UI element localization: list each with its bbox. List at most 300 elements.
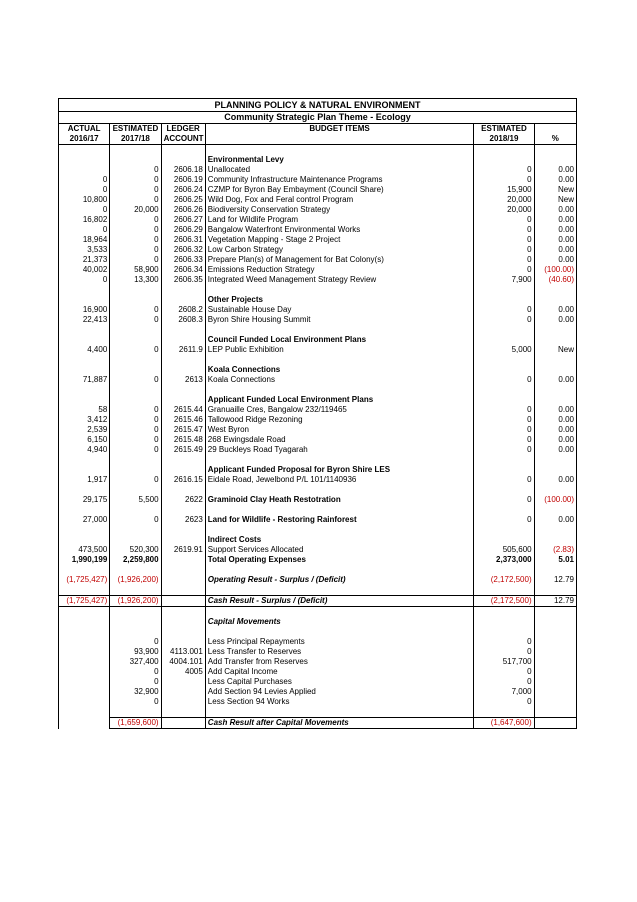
cell-c5: 0 xyxy=(474,415,534,425)
cell-c3: 2606.19 xyxy=(161,175,205,185)
cell-c2 xyxy=(110,465,161,475)
section-row xyxy=(59,535,577,545)
table-row xyxy=(59,647,577,657)
cell-c5: 0 xyxy=(474,445,534,455)
spacer-row xyxy=(59,525,577,535)
cell-c1 xyxy=(59,617,110,627)
table-row xyxy=(59,575,577,585)
cell-c3: 2616.15 xyxy=(161,475,205,485)
cell-c6: 0.00 xyxy=(534,435,576,445)
cell-c6 xyxy=(534,145,576,156)
table-row xyxy=(59,315,577,325)
cell-c2: 93,900 xyxy=(110,647,161,657)
cell-c1 xyxy=(59,687,110,697)
cell-c4: Unallocated xyxy=(205,165,474,175)
cell-c3: 2606.18 xyxy=(161,165,205,175)
cell-c4 xyxy=(205,525,474,535)
cell-c2: 327,400 xyxy=(110,657,161,667)
cell-c2 xyxy=(110,585,161,596)
cell-c1 xyxy=(59,285,110,295)
cell-c6: New xyxy=(534,195,576,205)
cell-c3: 2606.29 xyxy=(161,225,205,235)
cell-c3: 2608.3 xyxy=(161,315,205,325)
table-row xyxy=(59,195,577,205)
cell-c5 xyxy=(474,607,534,618)
cell-c5: 0 xyxy=(474,475,534,485)
cell-c6: 0.00 xyxy=(534,215,576,225)
cell-c6: 0.00 xyxy=(534,515,576,525)
cell-c2: 0 xyxy=(110,195,161,205)
cell-c4: Integrated Weed Management Strategy Review xyxy=(205,275,474,285)
cell-c1: 0 xyxy=(59,205,110,215)
cell-c4: Applicant Funded Proposal for Byron Shire LES xyxy=(205,465,474,475)
section-row xyxy=(59,295,577,305)
cell-c1: 0 xyxy=(59,185,110,195)
cell-c4: Tallowood Ridge Rezoning xyxy=(205,415,474,425)
table-row xyxy=(59,235,577,245)
cell-c4: Less Section 94 Works xyxy=(205,697,474,707)
cell-c4 xyxy=(205,485,474,495)
cell-c1 xyxy=(59,165,110,175)
cell-c1 xyxy=(59,565,110,575)
cell-c2 xyxy=(110,535,161,545)
cell-c2: 13,300 xyxy=(110,275,161,285)
section-row xyxy=(59,495,577,505)
cell-c6 xyxy=(534,505,576,515)
cell-c6 xyxy=(534,325,576,335)
cell-c3 xyxy=(161,355,205,365)
cell-c4: Other Projects xyxy=(205,295,474,305)
cell-c5: 0 xyxy=(474,667,534,677)
cell-c5: 0 xyxy=(474,515,534,525)
cell-c5 xyxy=(474,145,534,156)
col-header-actual: ACTUAL xyxy=(59,124,110,135)
cell-c3 xyxy=(161,596,205,607)
cell-c3: 2615.44 xyxy=(161,405,205,415)
cell-c1: 27,000 xyxy=(59,515,110,525)
cell-c2: 0 xyxy=(110,185,161,195)
cell-c3: 4004.101 xyxy=(161,657,205,667)
cell-c5 xyxy=(474,285,534,295)
cell-c6 xyxy=(534,647,576,657)
table-row xyxy=(59,345,577,355)
cell-c5 xyxy=(474,485,534,495)
cell-c1 xyxy=(59,637,110,647)
cell-c4: Wild Dog, Fox and Feral control Program xyxy=(205,195,474,205)
cell-c3: 2606.35 xyxy=(161,275,205,285)
cell-c3 xyxy=(161,718,205,729)
cell-c6 xyxy=(534,617,576,627)
cell-c5: 0 xyxy=(474,647,534,657)
cell-c1: 0 xyxy=(59,275,110,285)
cell-c5: 0 xyxy=(474,405,534,415)
col-header-estimated-1819: ESTIMATED xyxy=(474,124,534,135)
cell-c3: 2619.91 xyxy=(161,545,205,555)
cell-c5: 2,373,000 xyxy=(474,555,534,565)
cell-c4: Emissions Reduction Strategy xyxy=(205,265,474,275)
cell-c2 xyxy=(110,707,161,718)
table-row xyxy=(59,687,577,697)
cell-c4: Cash Result after Capital Movements xyxy=(205,718,474,729)
cell-c4: Biodiversity Conservation Strategy xyxy=(205,205,474,215)
cell-c2: 2,259,800 xyxy=(110,555,161,565)
cell-c4 xyxy=(205,607,474,618)
cell-c3 xyxy=(161,385,205,395)
cell-c1 xyxy=(59,657,110,667)
cell-c5: (2,172,500) xyxy=(474,596,534,607)
cell-c2: 20,000 xyxy=(110,205,161,215)
cell-c3 xyxy=(161,697,205,707)
cell-c3: 2623 xyxy=(161,515,205,525)
cell-c5: 0 xyxy=(474,245,534,255)
cell-c1: 2,539 xyxy=(59,425,110,435)
cell-c5 xyxy=(474,627,534,637)
cell-c4: Environmental Levy xyxy=(205,155,474,165)
cell-c2 xyxy=(110,295,161,305)
cell-c1 xyxy=(59,145,110,156)
spacer-row xyxy=(59,607,577,618)
cell-c4: Cash Result - Surplus / (Deficit) xyxy=(205,596,474,607)
cell-c3 xyxy=(161,295,205,305)
cell-c5: 0 xyxy=(474,697,534,707)
cell-c6: 12.79 xyxy=(534,596,576,607)
cell-c4: Total Operating Expenses xyxy=(205,555,474,565)
cell-c2: 0 xyxy=(110,235,161,245)
spacer-row xyxy=(59,505,577,515)
cell-c2 xyxy=(110,155,161,165)
cell-c4: Applicant Funded Local Environment Plans xyxy=(205,395,474,405)
cell-c3 xyxy=(161,707,205,718)
cell-c4: Vegetation Mapping - Stage 2 Project xyxy=(205,235,474,245)
cell-c5 xyxy=(474,585,534,596)
section-row xyxy=(59,515,577,525)
cell-c2 xyxy=(110,607,161,618)
cell-c6: 0.00 xyxy=(534,165,576,175)
cell-c2: (1,659,600) xyxy=(110,718,161,729)
col-header-estimated-1819-year: 2018/19 xyxy=(474,134,534,145)
cell-c3 xyxy=(161,155,205,165)
cell-c5 xyxy=(474,525,534,535)
cell-c6: (40.60) xyxy=(534,275,576,285)
cell-c1 xyxy=(59,355,110,365)
cell-c1: 4,400 xyxy=(59,345,110,355)
cell-c2 xyxy=(110,485,161,495)
cell-c5: 0 xyxy=(474,435,534,445)
cell-c4 xyxy=(205,145,474,156)
cell-c6 xyxy=(534,295,576,305)
cell-c6: 0.00 xyxy=(534,305,576,315)
cell-c6 xyxy=(534,697,576,707)
cell-c1 xyxy=(59,385,110,395)
cell-c3: 4113.001 xyxy=(161,647,205,657)
cell-c3: 2606.32 xyxy=(161,245,205,255)
cell-c5: 0 xyxy=(474,215,534,225)
table-row xyxy=(59,657,577,667)
col-header-budget-items: BUDGET ITEMS xyxy=(205,124,474,135)
col-header-estimated-1718: ESTIMATED xyxy=(110,124,161,135)
cell-c2: 0 xyxy=(110,697,161,707)
cell-c3 xyxy=(161,627,205,637)
cell-c4: 268 Ewingsdale Road xyxy=(205,435,474,445)
cell-c6: (100.00) xyxy=(534,495,576,505)
cell-c1 xyxy=(59,667,110,677)
cell-c1 xyxy=(59,325,110,335)
cell-c4: Less Principal Repayments xyxy=(205,637,474,647)
cell-c1: 22,413 xyxy=(59,315,110,325)
cell-c2: 520,300 xyxy=(110,545,161,555)
cell-c6 xyxy=(534,627,576,637)
cell-c4: Byron Shire Housing Summit xyxy=(205,315,474,325)
table-row xyxy=(59,555,577,565)
cell-c5: 0 xyxy=(474,637,534,647)
cell-c3: 2615.46 xyxy=(161,415,205,425)
cell-c2 xyxy=(110,525,161,535)
cell-c1 xyxy=(59,535,110,545)
cell-c2: 5,500 xyxy=(110,495,161,505)
cell-c6 xyxy=(534,395,576,405)
cell-c2 xyxy=(110,455,161,465)
cell-c2 xyxy=(110,335,161,345)
col-header-estimated-1718-year: 2017/18 xyxy=(110,134,161,145)
cell-c4: Bangalow Waterfront Environmental Works xyxy=(205,225,474,235)
cell-c2: 0 xyxy=(110,637,161,647)
cell-c1 xyxy=(59,155,110,165)
cell-c5 xyxy=(474,155,534,165)
cell-c6: 0.00 xyxy=(534,425,576,435)
cell-c5 xyxy=(474,455,534,465)
table-row xyxy=(59,637,577,647)
cell-c6: 0.00 xyxy=(534,245,576,255)
table-row xyxy=(59,596,577,607)
table-row xyxy=(59,718,577,729)
spacer-row xyxy=(59,455,577,465)
cell-c4: Less Capital Purchases xyxy=(205,677,474,687)
cell-c3: 4005 xyxy=(161,667,205,677)
cell-c1: 1,917 xyxy=(59,475,110,485)
cell-c2: 0 xyxy=(110,445,161,455)
cell-c3 xyxy=(161,585,205,596)
cell-c6 xyxy=(534,355,576,365)
cell-c4: Add Transfer from Reserves xyxy=(205,657,474,667)
cell-c3 xyxy=(161,485,205,495)
cell-c4: Sustainable House Day xyxy=(205,305,474,315)
cell-c2: 0 xyxy=(110,165,161,175)
cell-c1: 21,373 xyxy=(59,255,110,265)
cell-c6: 0.00 xyxy=(534,405,576,415)
cell-c4: Koala Connections xyxy=(205,365,474,375)
table-row xyxy=(59,617,577,627)
cell-c2 xyxy=(110,395,161,405)
cell-c3 xyxy=(161,325,205,335)
cell-c6 xyxy=(534,585,576,596)
cell-c5: 20,000 xyxy=(474,205,534,215)
cell-c3: 2606.34 xyxy=(161,265,205,275)
theme-subtitle: Community Strategic Plan Theme - Ecology xyxy=(59,112,577,124)
cell-c5: 0 xyxy=(474,165,534,175)
table-row xyxy=(59,435,577,445)
cell-c3 xyxy=(161,617,205,627)
cell-c5: 7,900 xyxy=(474,275,534,285)
cell-c6 xyxy=(534,455,576,465)
cell-c6 xyxy=(534,607,576,618)
cell-c4: West Byron xyxy=(205,425,474,435)
cell-c5 xyxy=(474,355,534,365)
cell-c3 xyxy=(161,465,205,475)
table-row xyxy=(59,425,577,435)
cell-c1 xyxy=(59,505,110,515)
cell-c4: Prepare Plan(s) of Management for Bat Colony(s) xyxy=(205,255,474,265)
cell-c6: New xyxy=(534,345,576,355)
cell-c4 xyxy=(205,325,474,335)
cell-c3: 2606.27 xyxy=(161,215,205,225)
cell-c3: 2615.48 xyxy=(161,435,205,445)
cell-c2 xyxy=(110,325,161,335)
cell-c4 xyxy=(205,505,474,515)
cell-c2: 0 xyxy=(110,425,161,435)
cell-c1: 71,887 xyxy=(59,375,110,385)
cell-c3: 2615.47 xyxy=(161,425,205,435)
cell-c5 xyxy=(474,707,534,718)
cell-c3 xyxy=(161,535,205,545)
cell-c3: 2606.33 xyxy=(161,255,205,265)
cell-c5: 15,900 xyxy=(474,185,534,195)
cell-c5: 7,000 xyxy=(474,687,534,697)
spacer-row xyxy=(59,285,577,295)
cell-c5: 0 xyxy=(474,255,534,265)
cell-c1: 6,150 xyxy=(59,435,110,445)
cell-c3 xyxy=(161,505,205,515)
cell-c2: 0 xyxy=(110,435,161,445)
cell-c3 xyxy=(161,607,205,618)
spacer-row xyxy=(59,145,577,156)
cell-c6: 0.00 xyxy=(534,415,576,425)
cell-c1 xyxy=(59,365,110,375)
col-header-actual-year: 2016/17 xyxy=(59,134,110,145)
page-title: PLANNING POLICY & NATURAL ENVIRONMENT xyxy=(59,99,577,112)
spacer-row xyxy=(59,485,577,495)
cell-c6 xyxy=(534,687,576,697)
cell-c4: LEP Public Exhibition xyxy=(205,345,474,355)
cell-c1 xyxy=(59,627,110,637)
cell-c4: Support Services Allocated xyxy=(205,545,474,555)
cell-c5: 505,600 xyxy=(474,545,534,555)
section-row xyxy=(59,365,577,375)
cell-c5 xyxy=(474,505,534,515)
cell-c6 xyxy=(534,525,576,535)
cell-c6: 0.00 xyxy=(534,375,576,385)
cell-c4: Land for Wildlife - Restoring Rainforest xyxy=(205,515,474,525)
cell-c1 xyxy=(59,697,110,707)
cell-c3: 2606.24 xyxy=(161,185,205,195)
cell-c5 xyxy=(474,325,534,335)
table-row xyxy=(59,667,577,677)
cell-c4 xyxy=(205,385,474,395)
cell-c1: 16,802 xyxy=(59,215,110,225)
cell-c2: 0 xyxy=(110,515,161,525)
cell-c3 xyxy=(161,525,205,535)
cell-c4: Indirect Costs xyxy=(205,535,474,545)
cell-c3 xyxy=(161,637,205,647)
table-row xyxy=(59,545,577,555)
cell-c6: 0.00 xyxy=(534,175,576,185)
cell-c4 xyxy=(205,355,474,365)
cell-c4: Graminoid Clay Heath Restotration xyxy=(205,495,474,505)
cell-c2: 58,900 xyxy=(110,265,161,275)
table-row xyxy=(59,445,577,455)
cell-c4: Council Funded Local Environment Plans xyxy=(205,335,474,345)
cell-c4: Granuaille Cres, Bangalow 232/119465 xyxy=(205,405,474,415)
cell-c5 xyxy=(474,617,534,627)
cell-c5: 20,000 xyxy=(474,195,534,205)
cell-c6 xyxy=(534,335,576,345)
cell-c2: 0 xyxy=(110,225,161,235)
cell-c4: Add Capital Income xyxy=(205,667,474,677)
spacer-row xyxy=(59,325,577,335)
cell-c1 xyxy=(59,455,110,465)
col-header-ledger: LEDGER xyxy=(161,124,205,135)
cell-c6: 0.00 xyxy=(534,315,576,325)
cell-c3 xyxy=(161,335,205,345)
cell-c2: 0 xyxy=(110,245,161,255)
cell-c1: 16,900 xyxy=(59,305,110,315)
budget-table xyxy=(58,98,577,729)
cell-c5 xyxy=(474,395,534,405)
cell-c3: 2615.49 xyxy=(161,445,205,455)
col-header-percent: % xyxy=(534,134,576,145)
cell-c1 xyxy=(59,335,110,345)
cell-c5: 0 xyxy=(474,495,534,505)
cell-c6 xyxy=(534,667,576,677)
cell-c5: (1,647,600) xyxy=(474,718,534,729)
cell-c6 xyxy=(534,707,576,718)
cell-c2: (1,926,200) xyxy=(110,596,161,607)
table-row xyxy=(59,255,577,265)
cell-c1: 1,990,199 xyxy=(59,555,110,565)
cell-c2 xyxy=(110,565,161,575)
cell-c4: Eidale Road, Jewelbond P/L 101/1140936 xyxy=(205,475,474,485)
cell-c2: 0 xyxy=(110,315,161,325)
section-row xyxy=(59,465,577,475)
cell-c4 xyxy=(205,585,474,596)
cell-c6 xyxy=(534,155,576,165)
cell-c2 xyxy=(110,617,161,627)
cell-c2: 0 xyxy=(110,215,161,225)
cell-c4: CZMP for Byron Bay Embayment (Council Share) xyxy=(205,185,474,195)
cell-c2: 0 xyxy=(110,475,161,485)
cell-c6 xyxy=(534,637,576,647)
col-header-ledger-account: ACCOUNT xyxy=(161,134,205,145)
table-row xyxy=(59,265,577,275)
cell-c5: 0 xyxy=(474,677,534,687)
cell-c2: 0 xyxy=(110,345,161,355)
cell-c2: 32,900 xyxy=(110,687,161,697)
cell-c2: 0 xyxy=(110,255,161,265)
cell-c2 xyxy=(110,505,161,515)
cell-c6 xyxy=(534,677,576,687)
cell-c6 xyxy=(534,657,576,667)
cell-c3: 2606.26 xyxy=(161,205,205,215)
section-row xyxy=(59,155,577,165)
cell-c6 xyxy=(534,285,576,295)
cell-c2: 0 xyxy=(110,375,161,385)
cell-c3 xyxy=(161,555,205,565)
cell-c2 xyxy=(110,627,161,637)
table-row xyxy=(59,245,577,255)
cell-c1 xyxy=(59,607,110,618)
cell-c5 xyxy=(474,385,534,395)
cell-c2 xyxy=(110,365,161,375)
cell-c6 xyxy=(534,565,576,575)
